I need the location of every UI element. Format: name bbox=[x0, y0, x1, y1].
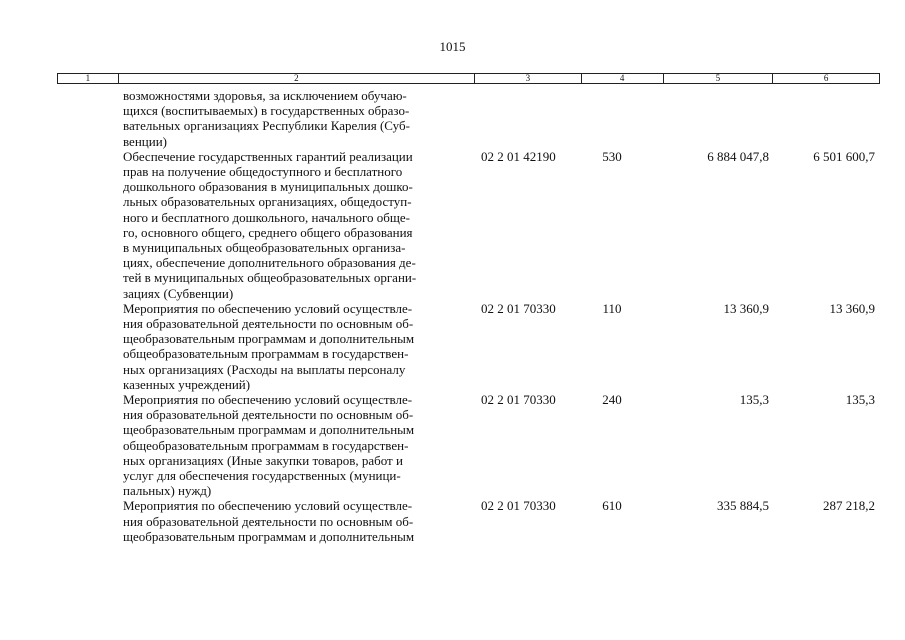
row-amount-5: 13 360,9 bbox=[723, 300, 769, 316]
row-description: Мероприятия по обеспечению условий осуществле- ния образовательной деятельности по основным об- щеобразовательным программам и дополнительным общеобразовательным программам в государствен- ных организациях (Расходы на выплаты персоналу казенных учреждений) bbox=[123, 300, 415, 392]
table-row bbox=[0, 88, 905, 149]
table-body bbox=[0, 88, 905, 544]
row-amount-5: 6 884 047,8 bbox=[707, 148, 769, 164]
row-code: 02 2 01 70330 bbox=[481, 392, 556, 408]
row-expense-type: 610 bbox=[602, 498, 622, 514]
column-header-2: 2 bbox=[119, 74, 475, 83]
table-row bbox=[0, 498, 905, 544]
row-expense-type: 530 bbox=[602, 148, 622, 164]
table-row bbox=[0, 301, 905, 392]
row-description: Мероприятия по обеспечению условий осуществле- ния образовательной деятельности по основным об- щеобразовательным программам и дополнительным общеобразовательным программам в государствен- ных организациях (Иные закупки товаров, работ и услуг для обеспечения государственных (муници- пальных) нужд) bbox=[123, 392, 415, 499]
table-header bbox=[57, 73, 880, 84]
row-code: 02 2 01 70330 bbox=[481, 300, 556, 316]
column-header-5: 5 bbox=[664, 74, 774, 83]
row-description: возможностями здоровья, за исключением обучаю- щихся (воспитываемых) в государственных образо- вательных организациях Республики Карелия (Суб- венции) bbox=[123, 88, 410, 149]
row-description: Обеспечение государственных гарантий реализации прав на получение общедоступного и бесплатного дошкольного образования в муниципальных дошко- льных образовательных организациях, общедоступ- ного и бесплатного дошкольного, начального обще- го, основного общего, среднего общего образования в муниципальных общеобразовательных организа- циях, обеспечение дополнительного образования де- тей в муниципальных общеобразовательных органи- зациях (Субвенции) bbox=[123, 148, 417, 301]
row-expense-type: 240 bbox=[602, 392, 622, 408]
row-expense-type: 110 bbox=[602, 300, 622, 316]
row-amount-6: 135,3 bbox=[845, 392, 875, 408]
column-header-4: 4 bbox=[582, 74, 664, 83]
row-amount-6: 287 218,2 bbox=[823, 498, 875, 514]
column-header-6: 6 bbox=[823, 73, 829, 83]
page-number: 1015 bbox=[439, 39, 466, 54]
table-row bbox=[0, 392, 905, 498]
row-description: Мероприятия по обеспечению условий осуществле- ния образовательной деятельности по основным об- щеобразовательным программам и дополнительным bbox=[123, 498, 415, 544]
row-code: 02 2 01 42190 bbox=[481, 148, 556, 164]
row-amount-5: 135,3 bbox=[739, 392, 769, 408]
table-row bbox=[0, 149, 905, 301]
column-header-1: 1 bbox=[58, 74, 119, 83]
column-header-3: 3 bbox=[475, 74, 582, 83]
row-amount-6: 6 501 600,7 bbox=[813, 148, 875, 164]
row-code: 02 2 01 70330 bbox=[481, 498, 556, 514]
row-amount-6: 13 360,9 bbox=[829, 300, 875, 316]
row-amount-5: 335 884,5 bbox=[717, 498, 769, 514]
